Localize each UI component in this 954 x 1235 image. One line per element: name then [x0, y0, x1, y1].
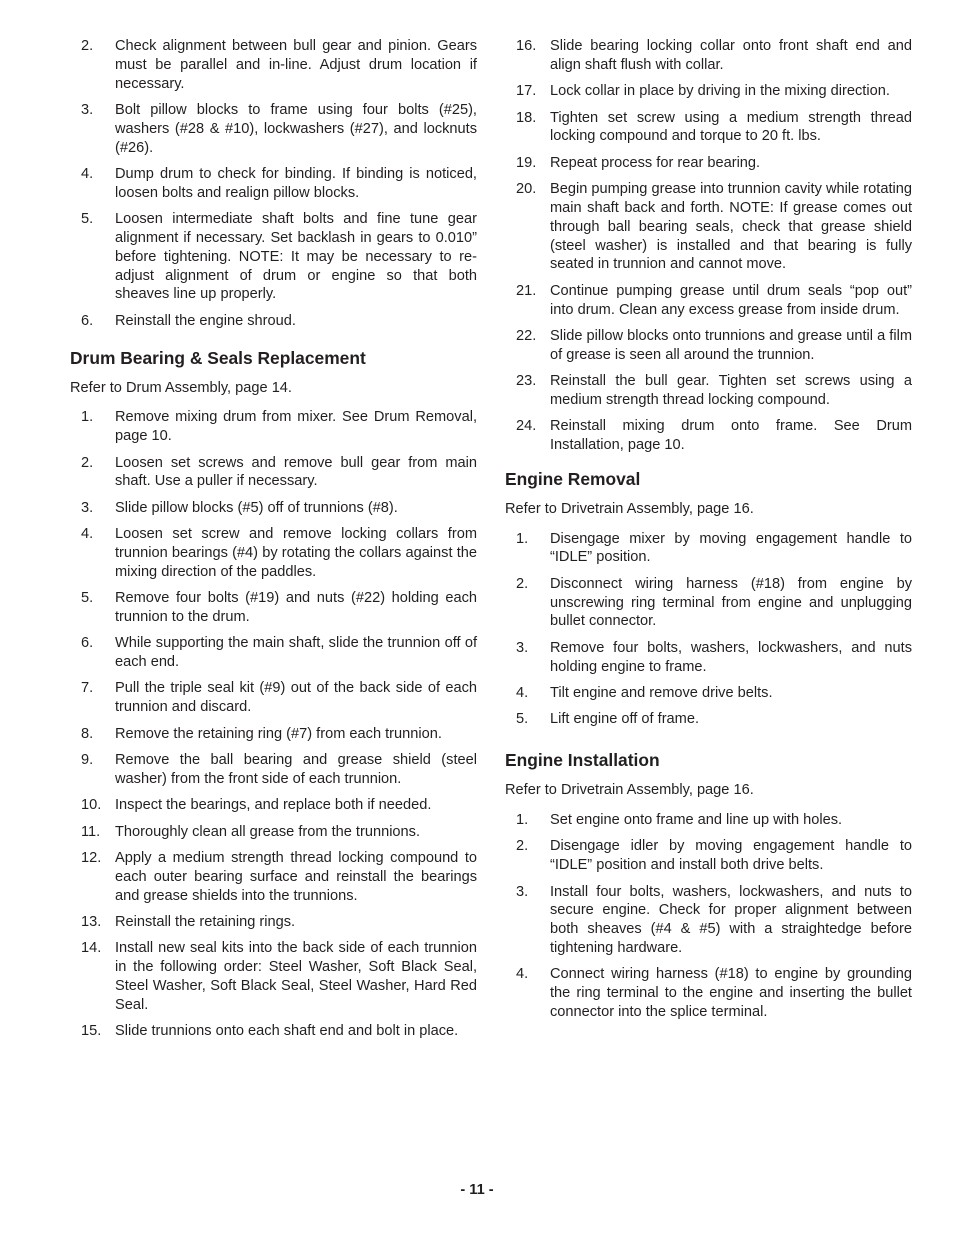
list-item-number: 3.	[516, 639, 529, 656]
list-item-text: While supporting the main shaft, slide the trunnion off of each end.	[115, 635, 477, 671]
section-ref-engine-installation: Refer to Drivetrain Assembly, page 16.	[505, 782, 754, 799]
list-item-text: Reinstall the bull gear. Tighten set screws using a medium strength thread locking compound.	[550, 373, 912, 408]
list-item-number: 4.	[81, 165, 94, 182]
list-item-text: Reinstall the engine shroud.	[115, 312, 296, 329]
list-item	[505, 639, 912, 677]
list-item-number: 4.	[81, 526, 94, 543]
list-item-text: Apply a medium strength thread locking compound to each outer bearing surface and reinstall the bearings and grease shields into the trunnions.	[115, 850, 477, 904]
list-item	[70, 939, 477, 1014]
list-item-number: 21.	[516, 282, 537, 299]
list-item-text: Lift engine off of frame.	[550, 711, 700, 728]
list-item-text: Bolt pillow blocks to frame using four bolts (#25), washers (#28 & #10), lockwashers (#27), and locknuts (#26).	[115, 101, 477, 156]
list-item	[505, 811, 912, 830]
list-item	[70, 499, 477, 518]
list-item-number: 4.	[516, 966, 529, 983]
list-item	[505, 684, 912, 703]
list-item-text: Thoroughly clean all grease from the trunnions.	[115, 823, 421, 840]
list-item-text: Install new seal kits into the back side of each trunnion in the following order: Steel Washer, Soft Black Seal, Steel Washer, Soft Black Seal, Steel Washer, Hard Red Seal.	[115, 940, 477, 1013]
list-item	[70, 823, 477, 842]
list-item	[505, 180, 912, 274]
list-item-number: 1.	[81, 409, 94, 426]
list-item-number: 23.	[516, 373, 537, 390]
list-item-text: Slide pillow blocks (#5) off of trunnions (#8).	[115, 499, 398, 516]
list-engine-installation	[505, 811, 912, 1022]
list-item-number: 7.	[81, 680, 94, 697]
list-item-number: 11.	[81, 823, 101, 840]
list-item	[70, 679, 477, 717]
list-item	[70, 210, 477, 304]
list-item	[70, 37, 477, 93]
list-item-text: Tilt engine and remove drive belts.	[550, 685, 773, 702]
page-number: - 11 -	[460, 1182, 494, 1198]
list-item-text: Slide pillow blocks onto trunnions and grease until a film of grease is seen all around the trunnion.	[550, 327, 912, 363]
list-item	[505, 575, 912, 631]
list-item-text: Inspect the bearings, and replace both if needed.	[115, 797, 432, 814]
list-item-number: 1.	[516, 530, 529, 547]
list-item-text: Disengage mixer by moving engagement handle to “IDLE” position.	[550, 530, 912, 566]
list-item-text: Tighten set screw using a medium strength thread locking compound and torque to 20 ft. lbs.	[550, 109, 912, 145]
list-item-text: Pull the triple seal kit (#9) out of the back side of each trunnion and discard.	[115, 680, 477, 716]
list-item-number: 19.	[516, 154, 537, 171]
list-item-number: 3.	[81, 101, 94, 118]
list-item-number: 5.	[81, 211, 94, 228]
list-item-number: 24.	[516, 418, 537, 435]
list-item-number: 12.	[81, 850, 102, 866]
list-item-text: Loosen set screws and remove bull gear from main shaft. Use a puller if necessary.	[115, 454, 477, 490]
list-item	[70, 101, 477, 157]
list-item-text: Lock collar in place by driving in the mixing direction.	[550, 83, 890, 100]
list-item	[70, 849, 477, 905]
list-item-text: Set engine onto frame and line up with holes.	[550, 812, 843, 829]
list-item-text: Slide trunnions onto each shaft end and bolt in place.	[115, 1023, 459, 1040]
list-item-text: Remove the retaining ring (#7) from each trunnion.	[115, 725, 442, 742]
list-c	[505, 37, 912, 455]
list-item-number: 20.	[516, 181, 537, 198]
list-item-number: 6.	[81, 635, 94, 652]
list-item-text: Remove the ball bearing and grease shield (steel washer) from the front side of each trunnion.	[115, 752, 477, 787]
list-item	[70, 454, 477, 492]
list-engine-removal	[505, 530, 912, 730]
list-item-number: 1.	[516, 812, 529, 829]
list-item-number: 5.	[516, 711, 529, 728]
list-item	[505, 154, 912, 173]
list-item-number: 16.	[516, 38, 537, 54]
right-column	[505, 37, 912, 1029]
section-ref-drum-bearing: Refer to Drum Assembly, page 14.	[70, 379, 292, 396]
list-item	[505, 837, 912, 875]
list-item-text: Connect wiring harness (#18) to engine by grounding the ring terminal to the engine and inserting the bullet connector into the splice terminal.	[550, 966, 912, 1020]
list-item	[505, 883, 912, 958]
list-item-text: Disconnect wiring harness (#18) from engine by unscrewing ring terminal from engine and unplugging bullet connector.	[550, 575, 912, 630]
list-item	[505, 530, 912, 568]
list-item-text: Repeat process for rear bearing.	[550, 154, 761, 171]
list-item-text: Slide bearing locking collar onto front shaft end and align shaft flush with collar.	[550, 38, 912, 73]
list-item-number: 3.	[516, 883, 529, 900]
list-item	[70, 796, 477, 815]
list-item	[70, 913, 477, 932]
list-item	[505, 372, 912, 410]
section-title-engine-removal: Engine Removal	[505, 468, 641, 489]
list-item	[505, 282, 912, 320]
list-item-number: 2.	[81, 38, 94, 54]
list-item-number: 9.	[81, 752, 94, 769]
list-item-text: Disengage idler by moving engagement handle to “IDLE” position and install both drive belts.	[550, 838, 912, 874]
list-item	[70, 525, 477, 581]
list-item	[505, 327, 912, 365]
list-item	[505, 710, 912, 729]
list-item-text: Remove four bolts (#19) and nuts (#22) holding each trunnion to the drum.	[115, 590, 477, 625]
left-column	[70, 37, 477, 1049]
list-item-text: Install four bolts, washers, lockwashers, and nuts to secure engine. Check for proper alignment between both sheaves (#4 & #5) with a straightedge before tightening hardware.	[550, 883, 912, 956]
list-item	[70, 165, 477, 203]
list-item-number: 10.	[81, 797, 102, 814]
list-b	[70, 408, 477, 1041]
list-item	[505, 417, 912, 455]
list-item-text: Continue pumping grease until drum seals “pop out” into drum. Clean any excess grease from inside drum.	[550, 282, 912, 318]
list-item	[505, 37, 912, 75]
section-title-drum-bearing: Drum Bearing & Seals Replacement	[70, 347, 366, 368]
list-item-number: 2.	[81, 454, 94, 471]
section-title-engine-installation: Engine Installation	[505, 750, 660, 771]
list-item-number: 6.	[81, 312, 94, 329]
list-item-number: 18.	[516, 109, 537, 126]
list-item	[70, 1022, 477, 1041]
list-item	[70, 589, 477, 627]
list-item-number: 3.	[81, 499, 94, 516]
list-a	[70, 37, 477, 331]
list-item	[505, 109, 912, 147]
list-item-number: 2.	[516, 838, 529, 855]
list-item	[70, 312, 477, 331]
list-item	[505, 82, 912, 101]
list-item-number: 5.	[81, 590, 94, 607]
list-item-number: 14.	[81, 940, 102, 957]
list-item-text: Reinstall mixing drum onto frame. See Drum Installation, page 10.	[550, 418, 912, 454]
list-item-text: Check alignment between bull gear and pinion. Gears must be parallel and in-line. Adjust drum location if necessary.	[115, 38, 477, 92]
list-item	[70, 725, 477, 744]
list-item-number: 22.	[516, 327, 537, 344]
list-item	[70, 408, 477, 446]
list-item-text: Remove four bolts, washers, lockwashers, and nuts holding engine to frame.	[550, 639, 912, 675]
list-item	[505, 965, 912, 1021]
list-item-text: Loosen set screw and remove locking collars from trunnion bearings (#4) by rotating the collars against the mixing direction of the paddles.	[115, 526, 477, 580]
list-item-text: Remove mixing drum from mixer. See Drum Removal, page 10.	[115, 409, 477, 445]
list-item-text: Begin pumping grease into trunnion cavity while rotating main shaft back and forth. NOTE: If grease comes out through ball bearing seals, check that grease shield (steel washer) is installed and that bearing is fully seated in trunnion and cannot move.	[550, 181, 912, 273]
list-item	[70, 751, 477, 789]
list-item-text: Loosen intermediate shaft bolts and fine tune gear alignment if necessary. Set backlash in gears to 0.010” before tightening. NOTE: It may be necessary to re-adjust alignment of drum or engine so that both sheaves line up properly.	[115, 211, 477, 303]
list-item-text: Dump drum to check for binding. If binding is noticed, loosen bolts and realign pillow blocks.	[115, 165, 477, 201]
list-item-text: Reinstall the retaining rings.	[115, 913, 296, 930]
list-item-number: 15.	[81, 1023, 102, 1040]
list-item-number: 4.	[516, 685, 529, 702]
section-ref-engine-removal: Refer to Drivetrain Assembly, page 16.	[505, 500, 754, 517]
list-item	[70, 634, 477, 672]
list-item-number: 13.	[81, 913, 102, 930]
list-item-number: 17.	[516, 83, 537, 100]
list-item-number: 2.	[516, 575, 529, 592]
list-item-number: 8.	[81, 725, 94, 742]
